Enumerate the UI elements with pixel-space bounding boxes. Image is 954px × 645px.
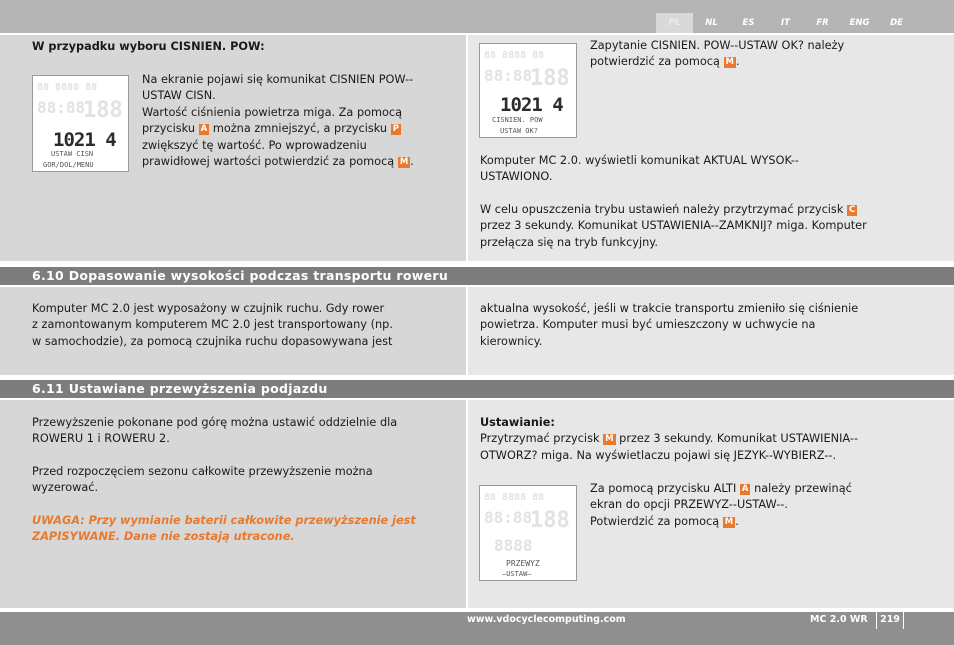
tab-de[interactable]: DE (890, 18, 903, 28)
section-heading: W przypadku wyboru CISNIEN. POW: (32, 40, 265, 53)
language-tabs (656, 13, 915, 33)
tab-fr[interactable]: FR (816, 18, 829, 28)
section-6-11-left-text: Przewyższenie pokonane pod górę można ustawić oddzielnie dla ROWERU 1 i ROWERU 2. Przed rozpoczęciem sezonu całkowite przewyższenie można wyzerować. UWAGA: Przy wymianie baterii całkowite przewyższenie jest ZAPISYWANE. Dane nie zostają utracone. (32, 415, 452, 545)
tab-eng[interactable]: ENG (849, 18, 870, 28)
page-number: 219 (876, 612, 904, 629)
section-6-10-left-text: Komputer MC 2.0 jest wyposażony w czujnik ruchu. Gdy rower z zamontowanym komputerem MC 2.0 jest transportowany (np. w samochodzie), za pomocą czujnika ruchu dopasowywana jest (32, 302, 393, 348)
tab-es[interactable]: ES (742, 18, 755, 28)
scroll-instruction-text: Za pomocą przycisku ALTI A należy przewinąć ekran do opcji PRZEWYZ--USTAW--. Potwierdzić za pomocą M . (590, 482, 852, 528)
warning-note: UWAGA: Przy wymianie baterii całkowite przewyższenie jest (32, 513, 416, 527)
key-m-icon: M (605, 434, 614, 445)
key-a-icon: A (741, 484, 749, 494)
tab-nl[interactable]: NL (705, 18, 718, 28)
section-title-6-11: 6.11 Ustawiane przewyższenia podjazdu (0, 380, 954, 398)
lcd-display-przewyz: 88 8888 88 88:88 188 8888 PRZEWYZ —USTAW— (479, 485, 577, 581)
tab-it[interactable]: IT (781, 18, 790, 28)
section-6-10-right-text: aktualna wysokość, jeśli w trakcie transportu zmieniło się ciśnienie powietrza. Komputer musi być umieszczony w uchwycie na kierownicy. (480, 302, 859, 348)
lcd-display-cisnien-pow: 88 8888 88 88:88 188 1021 4 CISNIEN. POW USTAW OK? (479, 43, 577, 138)
footer-model: MC 2.0 WR (810, 614, 868, 625)
section-6-11-right-text: Ustawianie: Przytrzymać przycisk M przez 3 sekundy. Komunikat USTAWIENIA-- OTWORZ? miga. Na wyświetlaczu pojawi się JEZYK--WYBIERZ--. (480, 416, 859, 462)
key-p-icon: P (392, 124, 399, 135)
info-text-right: Komputer MC 2.0. wyświetli komunikat AKTUAL WYSOK-- USTAWIONO. W celu opuszczenia trybu ustawień należy przytrzymać przycisk C przez 3 sekundy. Komunikat USTAWIENIA--ZAMKNIJ? miga. Komputer przełącza się na tryb funkcyjny. (480, 154, 867, 249)
instruction-text-left: Na ekranie pojawi się komunikat CISNIEN POW-- USTAW CISN. Wartość ciśnienia powietrza miga. Za pomocą przycisku A można zmniejszyć, a przycisku P zwiększyć tę wartość. Po wprowadzeniu prawidłowej wartości potwierdzić za pomocą M . (142, 73, 414, 169)
key-m-icon: M (399, 157, 409, 168)
key-c-icon: C (848, 204, 856, 215)
key-m-icon: M (724, 516, 734, 527)
section-title-6-10: 6.10 Dopasowanie wysokości podczas transportu roweru (0, 267, 954, 285)
tab-pl[interactable]: PL (656, 13, 693, 33)
confirm-text-right: Zapytanie CISNIEN. POW--USTAW OK? należy potwierdzić za pomocą M . (590, 39, 845, 69)
footer-url-link[interactable]: www.vdocyclecomputing.com (467, 614, 626, 625)
key-a-icon: A (200, 124, 208, 135)
key-m-icon: M (725, 57, 734, 68)
lcd-display-ustaw-cisn: 88 8888 88 88:88 188 1021 4 USTAW CISN GOR/DOL/MENU (32, 75, 129, 172)
